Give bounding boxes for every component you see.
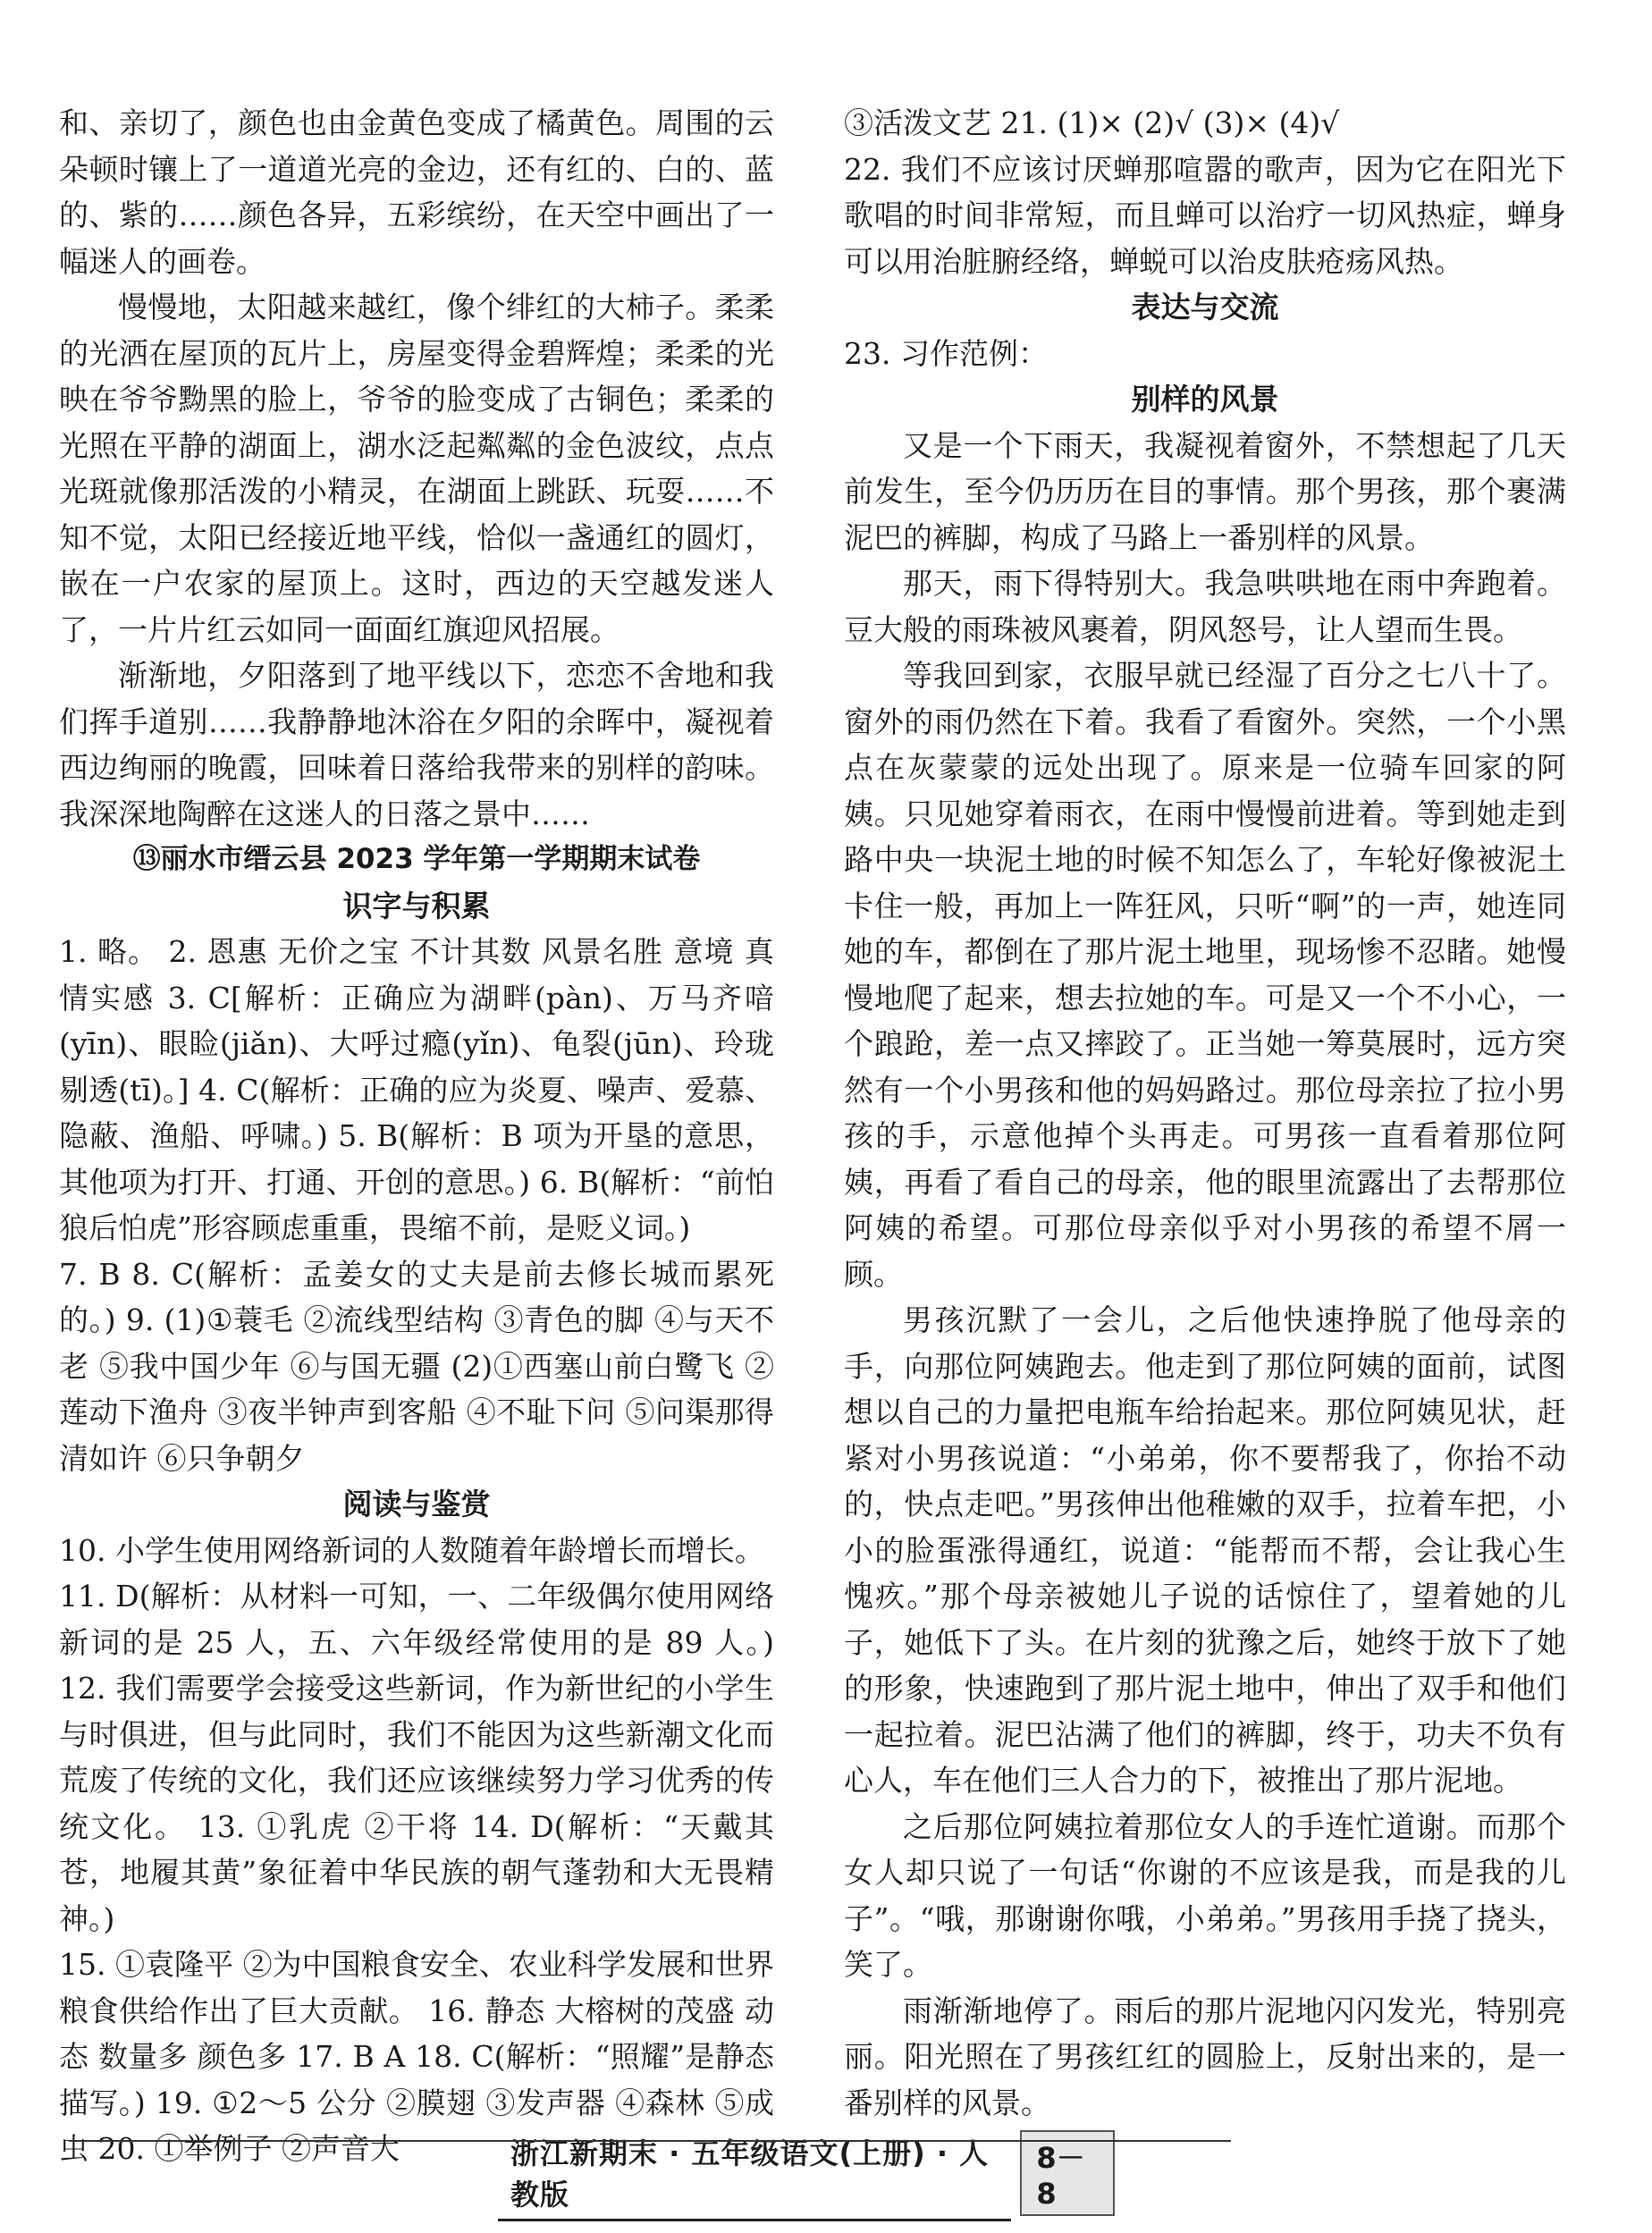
essay-paragraph: 雨渐渐地停了。雨后的那片泥地闪闪发光，特别亮丽。阳光照在了男孩红红的圆脸上，反射出来的，是一番别样的风景。 (844, 1993, 1566, 2120)
page-footer (498, 2136, 1115, 2212)
answer-block: 10. 小学生使用网络新词的人数随着年龄增长而增长。 (59, 1532, 764, 1568)
answer-block: ③活泼文艺 21. (1)× (2)√ (3)× (4)√ (844, 105, 1340, 140)
right-column (844, 100, 1566, 2126)
answer-block: 15. ①袁隆平 ②为中国粮食安全、农业科学发展和世界粮食供给作出了巨大贡献。 16. 静态 大榕树的茂盛 动态 数量多 颜色多 17. B A 18. C(解析：“照耀”是静态描写。) 19. ①2～5 公分 ②膜翅 ③发声器 ④森林 ⑤成虫 20. ①举例子 ②声音大 (59, 1947, 774, 2166)
essay-paragraph: 慢慢地，太阳越来越红，像个绯红的大柿子。柔柔的光洒在屋顶的瓦片上，房屋变得金碧辉煌；柔柔的光映在爷爷黝黑的脸上，爷爷的脸变成了古铜色；柔柔的光照在平静的湖面上，湖水泛起粼粼的金色波纹，点点光斑就像那活泼的小精灵，在湖面上跳跃、玩耍……不知不觉，太阳已经接近地平线，恰似一盏通红的圆灯，嵌在一户农家的屋顶上。这时，西边的天空越发迷人了，一片片红云如同一面面红旗迎风招展。 (59, 290, 774, 647)
answer-block: 7. B 8. C(解析：孟姜女的丈夫是前去修长城而累死的。) 9. (1)①蓑毛 ②流线型结构 ③青色的脚 ④与天不老 ⑤我中国少年 ⑥与国无疆 (2)①西塞山前白鹭飞 ②莲动下渔舟 ③夜半钟声到客船 ④不耻下问 ⑤问渠那得清如许 ⑥只争朝夕 (59, 1256, 774, 1476)
essay-continuation-paragraph: 和、亲切了，颜色也由金黄色变成了橘黄色。周围的云朵顿时镶上了一道道光亮的金边，还有红的、白的、蓝的、紫的……颜色各异，五彩缤纷，在天空中画出了一幅迷人的画卷。 (59, 105, 774, 279)
essay-title: 别样的风景 (1131, 382, 1279, 417)
essay-paragraph: 之后那位阿姨拉着那位女人的手连忙道谢。而那个女人却只说了一句话“你谢的不应该是我，而是我的儿子”。“哦，那谢谢你哦，小弟弟。”男孩用手挠了挠头，笑了。 (844, 1808, 1566, 1982)
answer-block: 1. 略。 2. 恩惠 无价之宝 不计其数 风景名胜 意境 真情实感 3. C[解析：正确应为湖畔(pàn)、万马齐喑(yīn)、眼睑(jiǎn)、大呼过瘾(yǐn)、龟裂(jūn)、玲珑剔透(tī)。] 4. C(解析：正确的应为炎夏、噪声、爱慕、隐蔽、渔船、呼啸。) 5. B(解析：B 项为开垦的意思，其他项为打开、打通、开创的意思。) 6. B(解析：“前怕狼后怕虎”形容顾虑重重，畏缩不前，是贬义词。) (59, 934, 774, 1245)
exam-title: ⑬丽水市缙云县 2023 学年第一学期期末试卷 (132, 843, 701, 875)
section-heading: 表达与交流 (1131, 290, 1279, 324)
book-title: 浙江新期末 · 五年级语文(上册) · 人教版 (498, 2126, 1011, 2221)
essay-paragraph: 渐渐地，夕阳落到了地平线以下，恋恋不舍地和我们挥手道别……我静静地沐浴在夕阳的余晖中，凝视着西边绚丽的晚霞，回味着日落给我带来的别样的韵味。我深深地陶醉在这迷人的日落之景中…… (59, 658, 774, 831)
section-heading: 阅读与鉴赏 (342, 1487, 491, 1521)
essay-paragraph: 那天，雨下得特别大。我急哄哄地在雨中奔跑着。豆大般的雨珠被风裹着，阴风怒号，让人望而生畏。 (844, 566, 1566, 647)
left-column (59, 100, 774, 2172)
answer-block: 22. 我们不应该讨厌蝉那喧嚣的歌声，因为它在阳光下歌唱的时间非常短，而且蝉可以治疗一切风热症，蝉身可以用治脏腑经络，蝉蜕可以治皮肤疮疡风热。 (844, 151, 1566, 279)
section-heading: 识字与积累 (342, 888, 491, 923)
essay-paragraph: 男孩沉默了一会儿，之后他快速挣脱了他母亲的手，向那位阿姨跑去。他走到了那位阿姨的面前，试图想以自己的力量把电瓶车给抬起来。那位阿姨见状，赶紧对小男孩说道：“小弟弟，你不要帮我了，你抬不动的，快点走吧。”男孩伸出他稚嫩的双手，拉着车把，小小的脸蛋涨得通红，说道：“能帮而不帮，会让我心生愧疚。”那个母亲被她儿子说的话惊住了，望着她的儿子，她低下了头。在片刻的犹豫之后，她终于放下了她的形象，快速跑到了那片泥土地中，伸出了双手和他们一起拉着。泥巴沾满了他们的裤脚，终于，功夫不负有心人，车在他们三人合力的下，被推出了那片泥地。 (844, 1302, 1566, 1798)
page-number: 8－8 (1020, 2130, 1115, 2216)
footer-divider (69, 2140, 1231, 2142)
essay-paragraph: 等我回到家，衣服早就已经湿了百分之七八十了。窗外的雨仍然在下着。我看了看窗外。突然，一个小黑点在灰蒙蒙的远处出现了。原来是一位骑车回家的阿姨。只见她穿着雨衣，在雨中慢慢前进着。等到她走到路中央一块泥土地的时候不知怎么了，车轮好像被泥土卡住一般，再加上一阵狂风，只听“啊”的一声，她连同她的车，都倒在了那片泥土地里，现场惨不忍睹。她慢慢地爬了起来，想去拉她的车。可是又一个不小心，一个踉跄，差一点又摔跤了。正当她一筹莫展时，远方突然有一个小男孩和他的妈妈路过。那位母亲拉了拉小男孩的手，示意他掉个头再走。可男孩一直看着那位阿姨，再看了看自己的母亲，他的眼里流露出了去帮那位阿姨的希望。可那位母亲似乎对小男孩的希望不屑一顾。 (844, 658, 1566, 1292)
answer-block: 11. D(解析：从材料一可知，一、二年级偶尔使用网络新词的是 25 人，五、六年级经常使用的是 89 人。) 12. 我们需要学会接受这些新词，作为新世纪的小学生与时俱进，但与此同时，我们不能因为这些新潮文化而荒废了传统的文化，我们还应该继续努力学习优秀的传统文化。 13. ①乳虎 ②干将 14. D(解析：“天戴其苍，地履其黄”象征着中华民族的朝气蓬勃和大无畏精神。) (59, 1579, 774, 1936)
answer-block: 23. 习作范例： (844, 335, 1048, 371)
essay-paragraph: 又是一个下雨天，我凝视着窗外，不禁想起了几天前发生，至今仍历历在目的事情。那个男孩，那个裹满泥巴的裤脚，构成了马路上一番别样的风景。 (844, 427, 1566, 555)
